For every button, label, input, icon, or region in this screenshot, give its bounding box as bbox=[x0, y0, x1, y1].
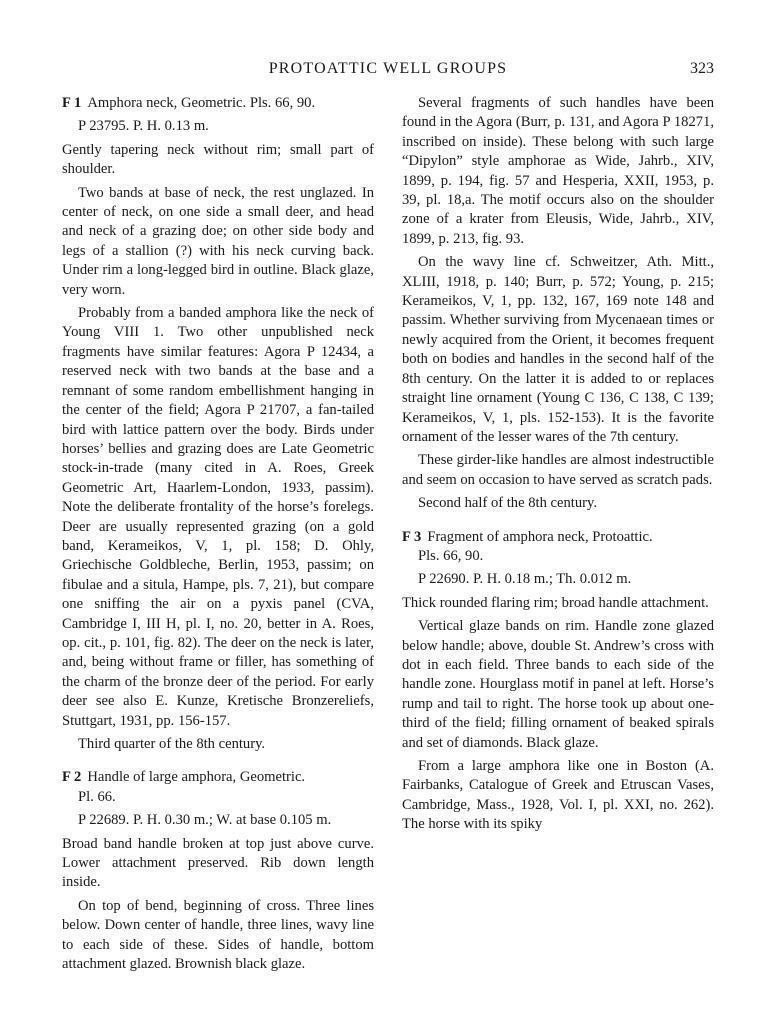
catalog-title-plates: Pls. 66, 90. bbox=[418, 547, 484, 564]
catalog-title: Amphora neck, Geometric. Pls. 66, 90. bbox=[87, 95, 316, 111]
running-title: PROTOATTIC WELL GROUPS bbox=[268, 60, 508, 77]
body-paragraph: These girder-like handles are almost indestructible and seem on occasion to have served as scratch pads. bbox=[402, 452, 714, 488]
catalog-entry-heading bbox=[62, 94, 374, 113]
catalog-id: F 1 bbox=[62, 95, 82, 111]
catalog-title: Fragment of amphora neck, Protoattic. bbox=[427, 528, 653, 545]
left-column bbox=[62, 94, 374, 978]
page-number: 323 bbox=[690, 60, 714, 77]
body-paragraph: Two bands at base of neck, the rest unglazed. In center of neck, on one side a small deer, and head and neck of a grazing doe; on other side body and legs of a stallion (?) with his neck curving back. Under rim a long-legged bird in outline. Black glaze, very worn. bbox=[62, 184, 374, 298]
body-paragraph: Broad band handle broken at top just above curve. Lower attachment preserved. Rib down length inside. bbox=[62, 835, 374, 891]
body-paragraph: Vertical glaze bands on rim. Handle zone glazed below handle; above, double St. Andrew’s cross with dot in each field. Three bands to each side of the handle zone. Hourglass motif in panel at left. Horse’s rump and tail to right. The horse took up about one-third of the field; filling ornament of beaked spirals and set of diamonds. Black glaze. bbox=[402, 618, 714, 751]
inventory-line: P 23795. P. H. 0.13 m. bbox=[78, 118, 209, 135]
body-paragraph: Several fragments of such handles have been found in the Agora (Burr, p. 131, and Agora P 18271, inscribed on inside). These belong with such large “Dipylon” style amphorae as Wide, Jahrb., XIV, 1899, p. 194, fig. 57 and Hesperia, XXII, 1953, p. 39, pl. 18,a. The motif occurs also on the shoulder zone of a krater from Eleusis, Wide, Jahrb., XIV, 1899, p. 213, fig. 93. bbox=[402, 95, 714, 247]
body-paragraph: On top of bend, beginning of cross. Three lines below. Down center of handle, three lines, wavy line to each side of these. Sides of handle, bottom attachment glazed. Brownish black glaze. bbox=[62, 897, 374, 973]
catalog-entry-heading bbox=[62, 768, 374, 807]
body-paragraph: From a large amphora like one in Boston (A. Fairbanks, Catalogue of Greek and Etruscan Vases, Cambridge, Mass., 1928, Vol. I, pl. XXI, no. 262). The horse with its spiky bbox=[402, 758, 714, 833]
catalog-title-plates: Pl. 66. bbox=[78, 788, 116, 805]
catalog-entry-heading bbox=[402, 528, 714, 567]
catalog-id: F 3 bbox=[402, 528, 422, 545]
right-column bbox=[402, 94, 714, 839]
catalog-id: F 2 bbox=[62, 769, 82, 786]
body-paragraph: Third quarter of the 8th century. bbox=[78, 736, 266, 752]
inventory-line: P 22690. P. H. 0.18 m.; Th. 0.012 m. bbox=[418, 571, 632, 588]
body-paragraph: Probably from a banded amphora like the neck of Young VIII 1. Two other unpublished neck fragments have similar features: Agora P 12434, a reserved neck with two bands at the base and a remnant of some random embellishment hanging in the center of the field; Agora P 21707, a fan-tailed bird with lattice pattern over the body. Birds under horses’ bellies and grazing does are Late Geometric stock-in-trade (many cited in A. Roes, Greek Geometric Art, Haarlem-London, 1933, passim). Note the deliberate frontality of the horse’s forelegs. Deer are usually represented grazing (on a gold band, Kerameikos, V, 1, pl. 158; D. Ohly, Griechische Goldbleche, Berlin, 1953, passim; on fibulae and a situla, Hampe, pls. 7, 21), but compare one sniffing the air on a pyxis panel (CVA, Cambridge I, III H, pl. I, no. 20, better in A. Roes, op. cit., p. 101, fig. 82). The deer on the neck is later, and, being without frame or filler, has something of the charm of the bronze deer of the period. For early deer see also E. Kunze, Kretische Bronzereliefs, Stuttgart, 1931, pp. 156-157. bbox=[62, 305, 374, 729]
inventory-line: P 22689. P. H. 0.30 m.; W. at base 0.105 m. bbox=[78, 812, 332, 829]
body-paragraph: On the wavy line cf. Schweitzer, Ath. Mitt., XLIII, 1918, p. 140; Burr, p. 572; Young, p. 215; Kerameikos, V, 1, pp. 132, 167, 169 note 148 and passim. Whether surviving from Mycenaean times or newly acquired from the Orient, it becomes frequent both on bodies and handles in the second half of the 8th century. On the latter it is added to or replaces straight line ornament (Young C 136, C 138, C 139; Kerameikos, V, 1, pls. 152-153). It is the favorite ornament of the lesser wares of the 7th century. bbox=[402, 254, 714, 445]
body-paragraph: Second half of the 8th century. bbox=[418, 495, 597, 512]
page-header bbox=[62, 60, 714, 84]
catalog-title: Handle of large amphora, Geometric. bbox=[87, 769, 306, 786]
body-paragraph: Thick rounded flaring rim; broad handle attachment. bbox=[402, 594, 709, 611]
body-paragraph: Gently tapering neck without rim; small part of shoulder. bbox=[62, 141, 374, 178]
